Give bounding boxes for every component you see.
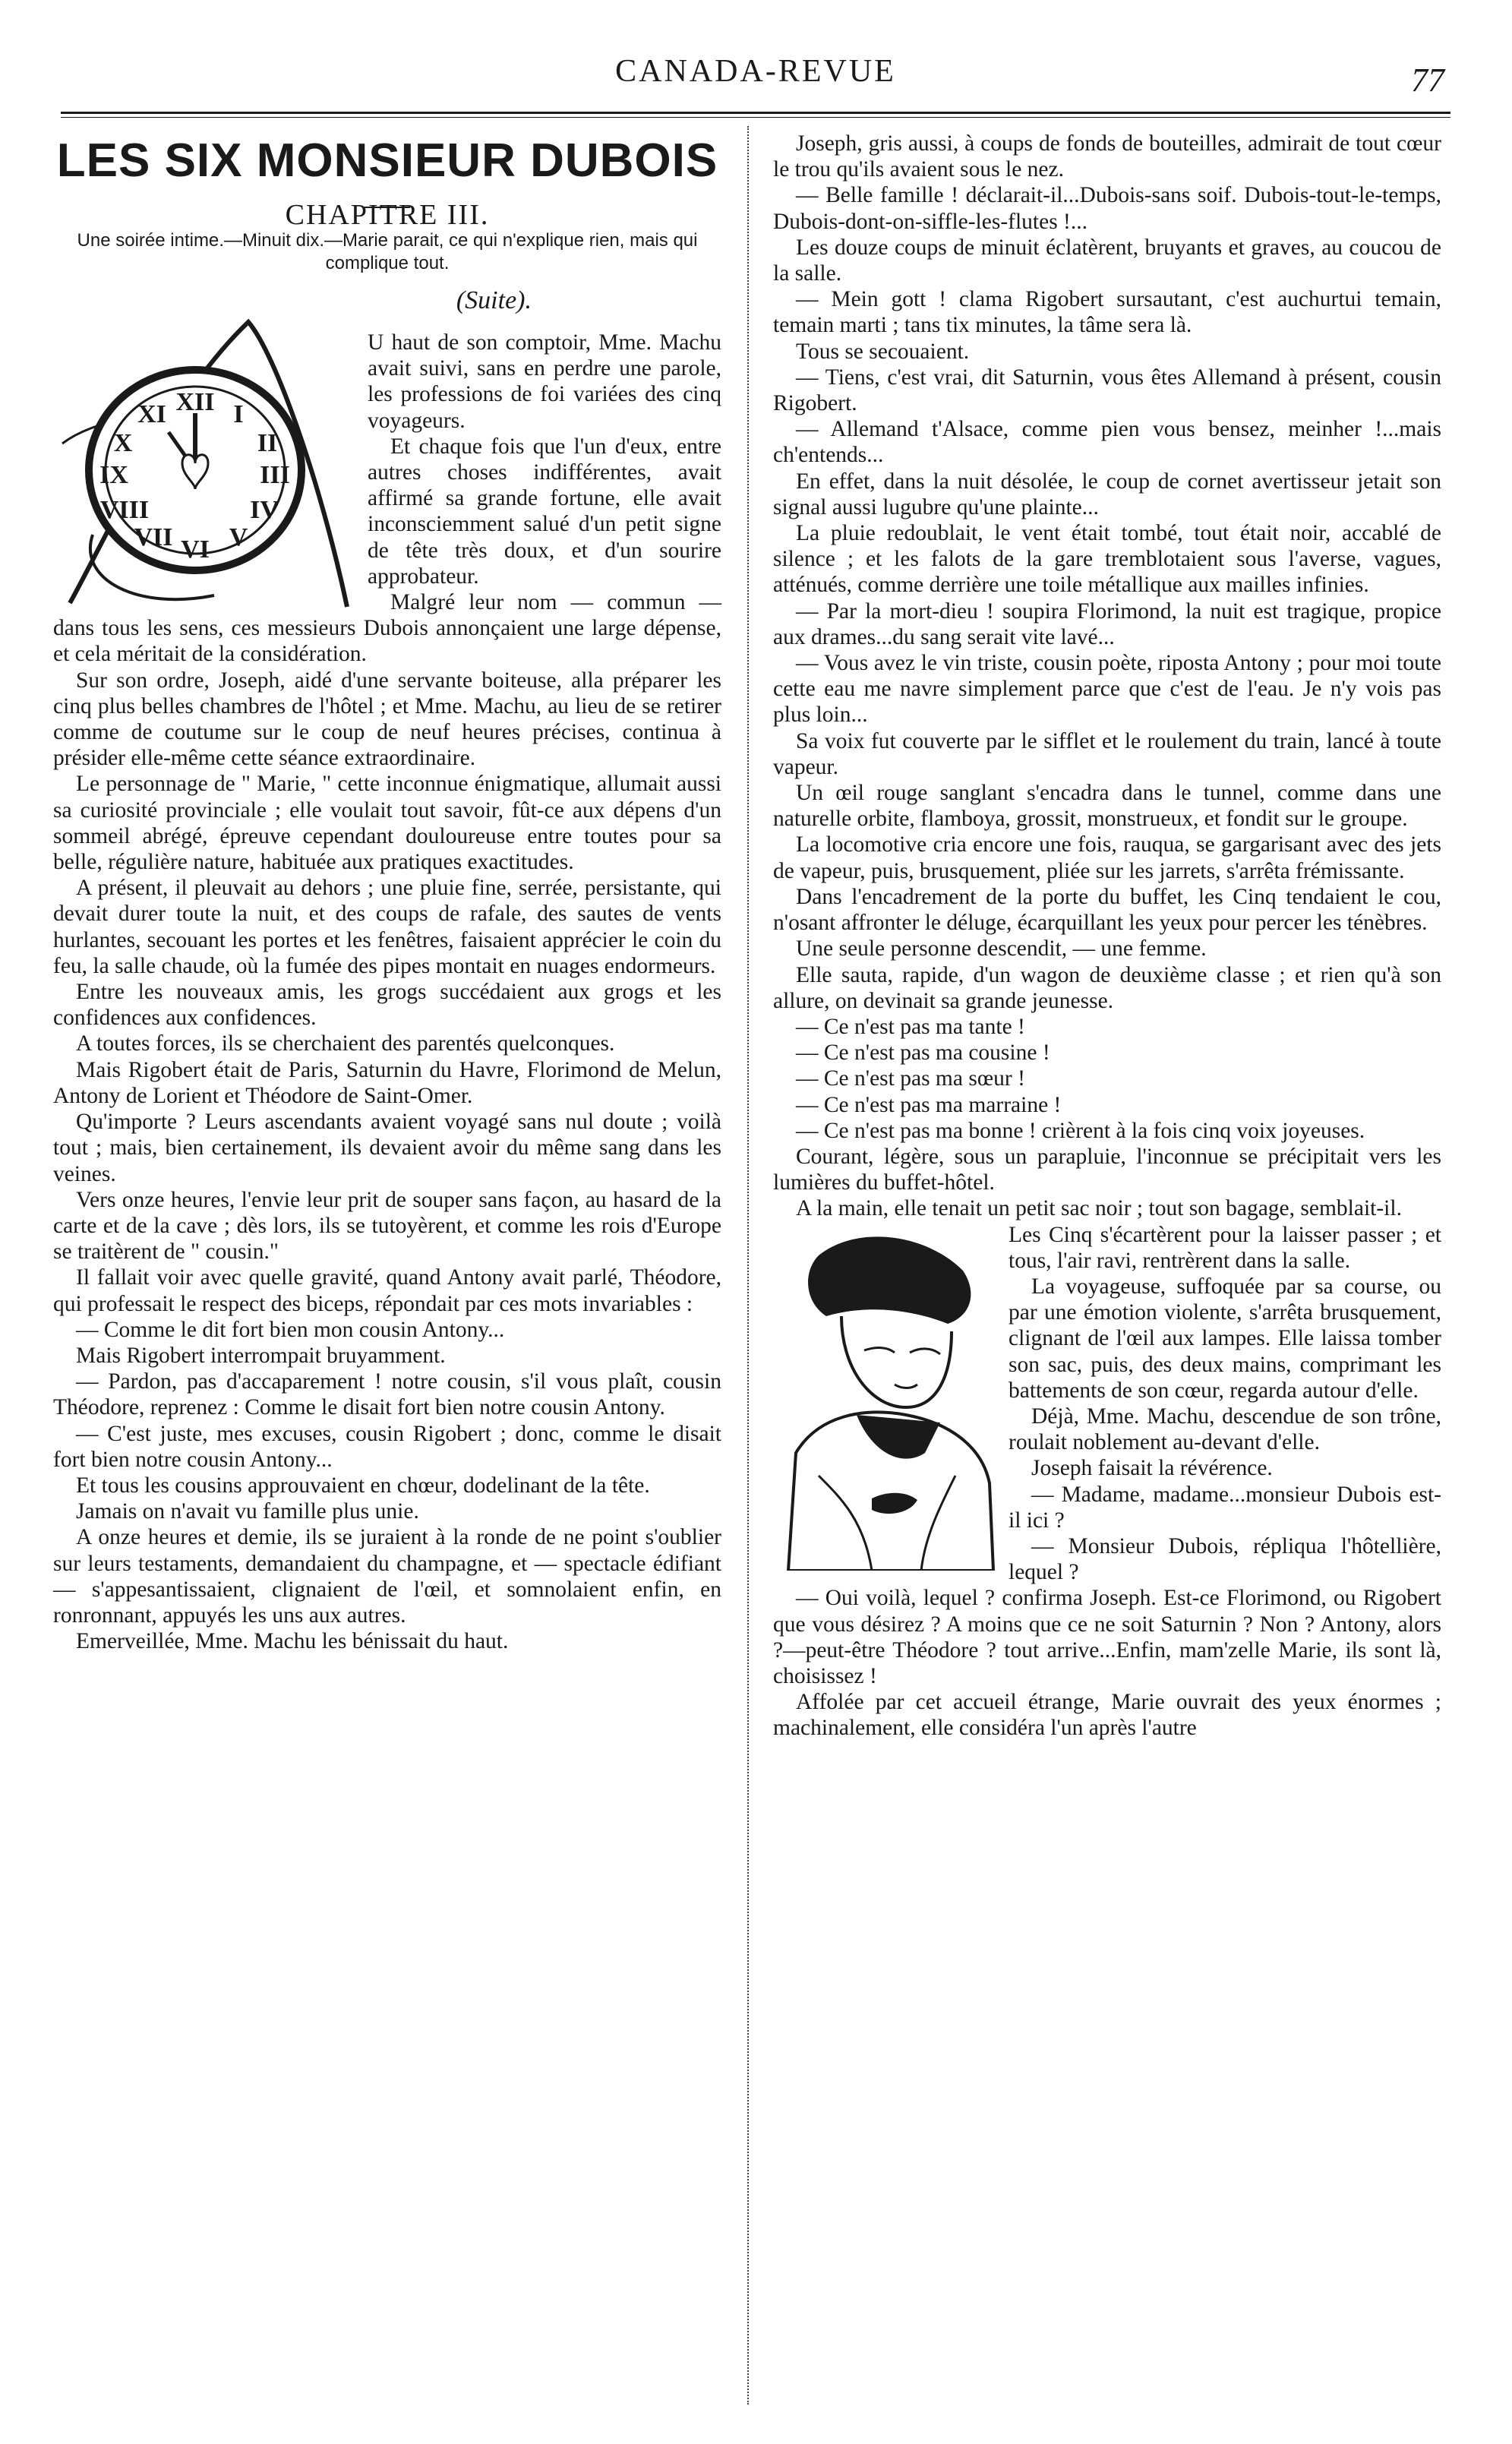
svg-text:X: X — [113, 429, 133, 457]
svg-text:VIII: VIII — [99, 496, 150, 524]
svg-text:I: I — [233, 400, 244, 428]
paragraph: Il fallait voir avec quelle gravité, quand Antony avait parlé, Théodore, qui professait le respect des biceps, répondait par ces mots invariables : — [53, 1265, 721, 1316]
paragraph: A la main, elle tenait un petit sac noir ; tout son bagage, semblait-il. — [796, 1196, 1402, 1221]
paragraph: Mais Rigobert était de Paris, Saturnin du Havre, Florimond de Melun, Antony de Lorient et Théodore de Saint-Omer. — [53, 1057, 721, 1108]
paragraph: A toutes forces, ils se cherchaient des parentés quelconques. — [76, 1031, 615, 1056]
paragraph: La pluie redoublait, le vent était tombé, tout était noir, accablé de silence ; et les falots de la gare tremblotaient sous l'averse, vagues, atténués, comme derrière une toile métallique aux mailles infinies. — [773, 521, 1441, 598]
paragraph: A présent, il pleuvait au dehors ; une pluie fine, serrée, persistante, qui devait durer toute la nuit, et des coups de rafale, des sautes de vents hurlantes, secouant les portes et les fenêtres, faisaient apprécier le coin du feu, la salle chaude, où la fumée des pipes montait en nuages endormeurs. — [53, 876, 721, 978]
header-rule-thin — [61, 117, 1450, 118]
paragraph: Joseph faisait la révérence. — [1031, 1456, 1273, 1481]
paragraph: Le personnage de " Marie, " cette inconnue énigmatique, allumait aussi sa curiosité provinciale ; elle voulait tout savoir, fût-ce aux dépens d'un sommeil abrégé, épreuve cependant douloureuse entre toutes pour sa belle, régulière nature, habituée aux pratiques exactitudes. — [53, 772, 721, 875]
paragraph: — Oui voilà, lequel ? confirma Joseph. Est-ce Florimond, ou Rigobert que vous désirez ? A moins que ce ne soit Saturnin ? Non ? Antony, alors ?—peut-être Théodore ? tout arrive...Enfin, mam'zelle Marie, ils sont là, choisissez ! — [773, 1586, 1441, 1688]
paragraph: Entre les nouveaux amis, les grogs succédaient aux grogs et les confidences aux confidences. — [53, 980, 721, 1031]
clock-dropcap-illustration — [47, 307, 358, 614]
paragraph: — Ce n'est pas ma tante ! — [796, 1014, 1025, 1039]
paragraph: U haut de son comptoir, Mme. Machu avait suivi, sans en perdre une parole, les professions de foi variées des cinq voyageurs. — [368, 330, 721, 433]
paragraph: La voyageuse, suffoquée par sa course, ou par une émotion violente, s'arrêta brusquement, clignant de l'œil aux lampes. Elle laissa tomber son sac, puis, des deux mains, comprimant les battements de son cœur, regarda autour d'elle. — [1009, 1274, 1441, 1403]
svg-text:XII: XII — [175, 388, 215, 416]
paragraph: Les douze coups de minuit éclatèrent, bruyants et graves, au coucou de la salle. — [773, 235, 1441, 286]
paragraph: — Comme le dit fort bien mon cousin Antony... — [76, 1317, 505, 1342]
paragraph: — Ce n'est pas ma marraine ! — [796, 1092, 1062, 1117]
paragraph: Dans l'encadrement de la porte du buffet, les Cinq tendaient le cou, n'osant affronter le déluge, écarquillant les yeux pour percer les ténèbres. — [773, 884, 1441, 936]
paragraph: Un œil rouge sanglant s'encadra dans le tunnel, comme dans une naturelle orbite, flamboya, grossit, monstrueux, et fondit sur le groupe. — [773, 781, 1441, 832]
column-divider — [747, 126, 749, 2405]
article-title: LES SIX MONSIEUR DUBOIS — [56, 134, 718, 187]
paragraph: Qu'importe ? Leurs ascendants avaient voyagé sans nul doute ; voilà tout ; mais, bien certainement, ils devaient avoir du même sang dans les veines. — [53, 1110, 721, 1186]
paragraph: Malgré leur nom — commun — dans tous les sens, ces messieurs Dubois annonçaient une large dépense, et cela méritait de la considération. — [53, 590, 721, 667]
woman-portrait-illustration — [773, 1225, 1001, 1571]
paragraph: Sa voix fut couverte par le sifflet et le roulement du train, lancé à toute vapeur. — [773, 728, 1441, 779]
svg-text:V: V — [229, 523, 248, 551]
paragraph: Elle sauta, rapide, d'un wagon de deuxième classe ; et rien qu'à son allure, on devinait sa grande jeunesse. — [773, 962, 1441, 1013]
chapter-summary: Une soirée intime.—Minuit dix.—Marie parait, ce qui n'explique rien, mais qui complique tout. — [77, 230, 698, 273]
paragraph: Affolée par cet accueil étrange, Marie ouvrait des yeux énormes ; machinalement, elle considéra l'un après l'autre — [773, 1690, 1441, 1741]
paragraph: Et tous les cousins approuvaient en chœur, dodelinant de la tête. — [76, 1473, 650, 1498]
svg-text:XI: XI — [137, 400, 166, 428]
paragraph: Jamais on n'avait vu famille plus unie. — [76, 1499, 419, 1524]
header-rule — [61, 112, 1450, 114]
paragraph: — Par la mort-dieu ! soupira Florimond, la nuit est tragique, propice aux drames...du sang serait vite lavé... — [773, 598, 1441, 649]
paragraph: — Mein gott ! clama Rigobert sursautant, c'est auchurtui temain, temain marti ; tans tix minutes, la tâme sera là. — [773, 287, 1441, 338]
paragraph: Et chaque fois que l'un d'eux, entre autres choses indifférentes, avait affirmé sa grande fortune, elle avait inconsciemment salué d'un petit signe de tête très doux, et d'un sourire approbateur. — [368, 434, 721, 589]
paragraph: — Pardon, pas d'accaparement ! notre cousin, s'il vous plaît, cousin Théodore, reprenez : Comme le disait fort bien notre cousin Antony. — [53, 1369, 721, 1420]
paragraph: Tous se secouaient. — [796, 339, 970, 364]
paragraph: Joseph, gris aussi, à coups de fonds de bouteilles, admirait de tout cœur le trou qu'ils avaient sous le nez. — [773, 131, 1441, 182]
paragraph: Courant, légère, sous un parapluie, l'inconnue se précipitait vers les lumières du buffet-hôtel. — [773, 1144, 1441, 1195]
paragraph: — Ce n'est pas ma sœur ! — [796, 1066, 1025, 1091]
chapter-heading: CHAPITRE III. — [285, 199, 490, 231]
paragraph: — Madame, madame...monsieur Dubois est-il ici ? — [1009, 1482, 1441, 1533]
svg-text:II: II — [257, 429, 278, 457]
paragraph: Déjà, Mme. Machu, descendue de son trône, roulait noblement au-devant d'elle. — [1009, 1404, 1441, 1455]
running-title: CANADA-REVUE — [615, 54, 896, 89]
suite-label: (Suite). — [456, 286, 532, 314]
svg-text:IV: IV — [250, 496, 279, 524]
page-number: 77 — [1411, 62, 1444, 99]
right-column — [773, 131, 1441, 1741]
page-header — [61, 50, 1450, 103]
paragraph: — Ce n'est pas ma bonne ! crièrent à la fois cinq voix joyeuses. — [796, 1118, 1365, 1143]
right-body-text — [773, 131, 1441, 1222]
paragraph: — Belle famille ! déclarait-il...Dubois-sans soif. Dubois-tout-le-temps, Dubois-dont-on-siffle-les-flutes !... — [773, 183, 1441, 234]
svg-text:VII: VII — [134, 523, 173, 551]
paragraph: Sur son ordre, Joseph, aidé d'une servante boiteuse, alla préparer les cinq plus belles chambres de l'hôtel ; et Mme. Machu, au lieu de se retirer comme de coutume sur le coup de neuf heures précises, continua à présider elle-même cette séance extraordinaire. — [53, 668, 721, 771]
paragraph: — Allemand t'Alsace, comme pien vous bensez, meinher !...mais ch'entends... — [773, 417, 1441, 468]
paragraph: — Ce n'est pas ma cousine ! — [796, 1040, 1050, 1066]
paragraph: Une seule personne descendit, — une femme. — [796, 936, 1207, 961]
svg-text:IX: IX — [99, 461, 128, 489]
paragraph: A onze heures et demie, ils se juraient à la ronde de ne point s'oublier sur leurs testaments, demandaient du champagne, et — spectacle édifiant — s'appesantissaient, clignaient de l'œil, et somnolaient enfin, en ronronnant, appuyés les uns aux autres. — [53, 1525, 721, 1628]
paragraph: Vers onze heures, l'envie leur prit de souper sans façon, au hasard de la carte et de la cave ; dès lors, ils se tutoyèrent, et comme les rois d'Europe se traitèrent de " cousin." — [53, 1187, 721, 1265]
left-column — [53, 131, 721, 1654]
paragraph: En effet, dans la nuit désolée, le coup de cornet avertisseur jetait son signal aussi lugubre qu'une plainte... — [773, 469, 1441, 519]
paragraph: — Vous avez le vin triste, cousin poète, riposta Antony ; pour moi toute cette eau me navre simplement parce que c'est de l'eau. Je n'y vois pas plus loin... — [773, 651, 1441, 728]
paragraph: — C'est juste, mes excuses, cousin Rigobert ; donc, comme le disait fort bien notre cousin Antony... — [53, 1421, 721, 1472]
svg-text:III: III — [260, 461, 290, 489]
svg-text:VI: VI — [181, 535, 210, 564]
paragraph: La locomotive cria encore une fois, rauqua, se gargarisant avec des jets de vapeur, puis, brusquement, pliée sur les jarrets, s'arrêta frémissante. — [773, 832, 1441, 883]
paragraph: Mais Rigobert interrompait bruyamment. — [76, 1343, 446, 1368]
paragraph: — Tiens, c'est vrai, dit Saturnin, vous êtes Allemand à présent, cousin Rigobert. — [773, 365, 1441, 416]
paragraph: — Monsieur Dubois, répliqua l'hôtellière, lequel ? — [1009, 1533, 1441, 1585]
paragraph: Emerveillée, Mme. Machu les bénissait du haut. — [76, 1629, 509, 1654]
paragraph: Les Cinq s'écartèrent pour la laisser passer ; et tous, l'air ravi, rentrèrent dans la salle. — [1009, 1222, 1441, 1273]
